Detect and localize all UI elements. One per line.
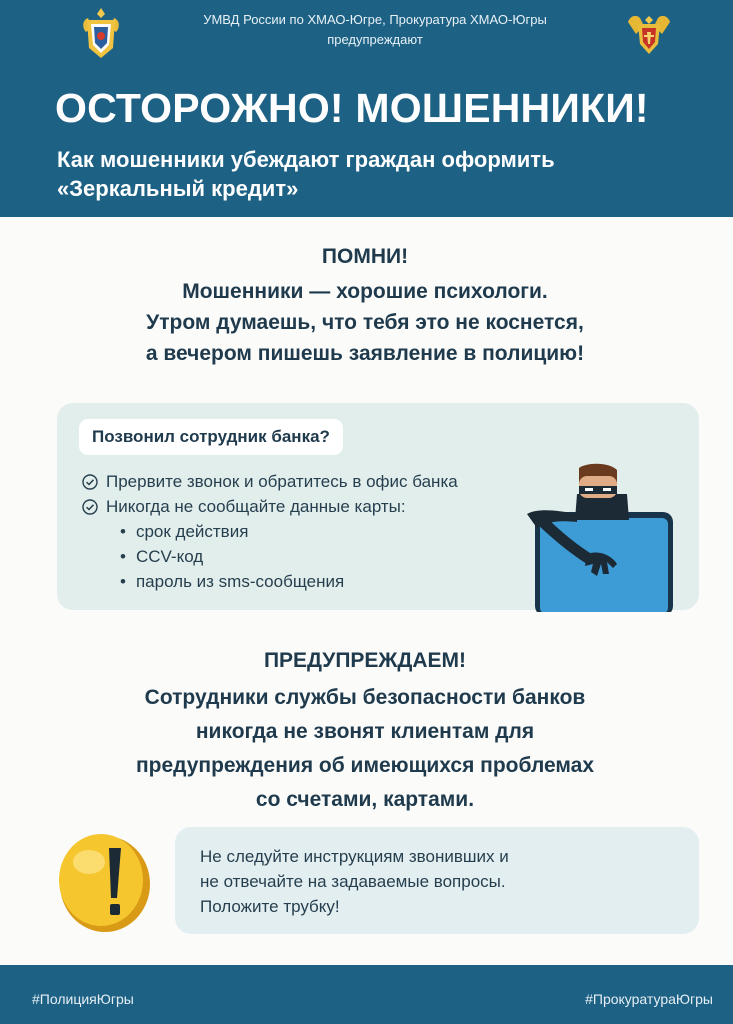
advice-text [200,844,680,919]
header-banner [0,0,733,217]
check-circle-icon [82,499,98,515]
warning-section [60,648,670,817]
warning-line: предупреждения об имеющихся проблемах [135,754,595,777]
issuer-line: УМВД России по ХМАО-Югре, Прокуратура ХМАО-Югры [203,12,547,27]
advice-line: не отвечайте на задаваемые вопросы. [200,872,506,891]
remember-section [60,244,670,369]
remember-heading: ПОМНИ! [321,245,409,268]
warning-line: Сотрудники службы безопасности банков [144,686,586,709]
page-subtitle [57,145,555,203]
advice-line: Положите трубку! [200,897,340,916]
list-item: • пароль из sms-сообщения [120,569,458,594]
prosecutor-emblem-icon [626,10,672,56]
advice-line: Не следуйте инструкциям звонивших и [200,847,509,866]
checklist-item [82,494,458,519]
subtitle-line: Как мошенники убеждают граждан оформить [57,147,555,172]
card-data-list [82,519,458,594]
fraudster-phone-illustration [517,462,677,612]
list-item: • CCV-код [120,544,458,569]
checklist-text: Никогда не сообщайте данные карты: [106,497,406,516]
issuer-text [140,10,610,50]
remember-line: а вечером пишешь заявление в полицию! [145,342,585,365]
bank-call-checklist [82,469,458,594]
warning-line: со счетами, картами. [255,788,475,811]
checklist-text: Прервите звонок и обратитесь в офис банка [106,472,458,491]
remember-line: Мошенники — хорошие психологи. [182,280,548,303]
subtitle-line: «Зеркальный кредит» [57,176,299,201]
police-emblem-icon [80,6,122,60]
check-circle-icon [82,474,98,490]
hashtag-prosecutor: #ПрокуратураЮгры [585,991,713,1007]
page-title: ОСТОРОЖНО! МОШЕННИКИ! [55,85,649,131]
remember-line: Утром думаешь, что тебя это не коснется, [146,311,584,334]
warning-line: никогда не звонят клиентам для [195,720,535,743]
checklist-item [82,469,458,494]
exclamation-icon [55,828,151,934]
bank-call-label: Позвонил сотрудник банка? [79,419,343,455]
warning-heading: ПРЕДУПРЕЖДАЕМ! [263,649,467,672]
hashtag-police: #ПолицияЮгры [32,991,134,1007]
warning-verb: предупреждают [327,32,423,47]
list-item: • срок действия [120,519,458,544]
